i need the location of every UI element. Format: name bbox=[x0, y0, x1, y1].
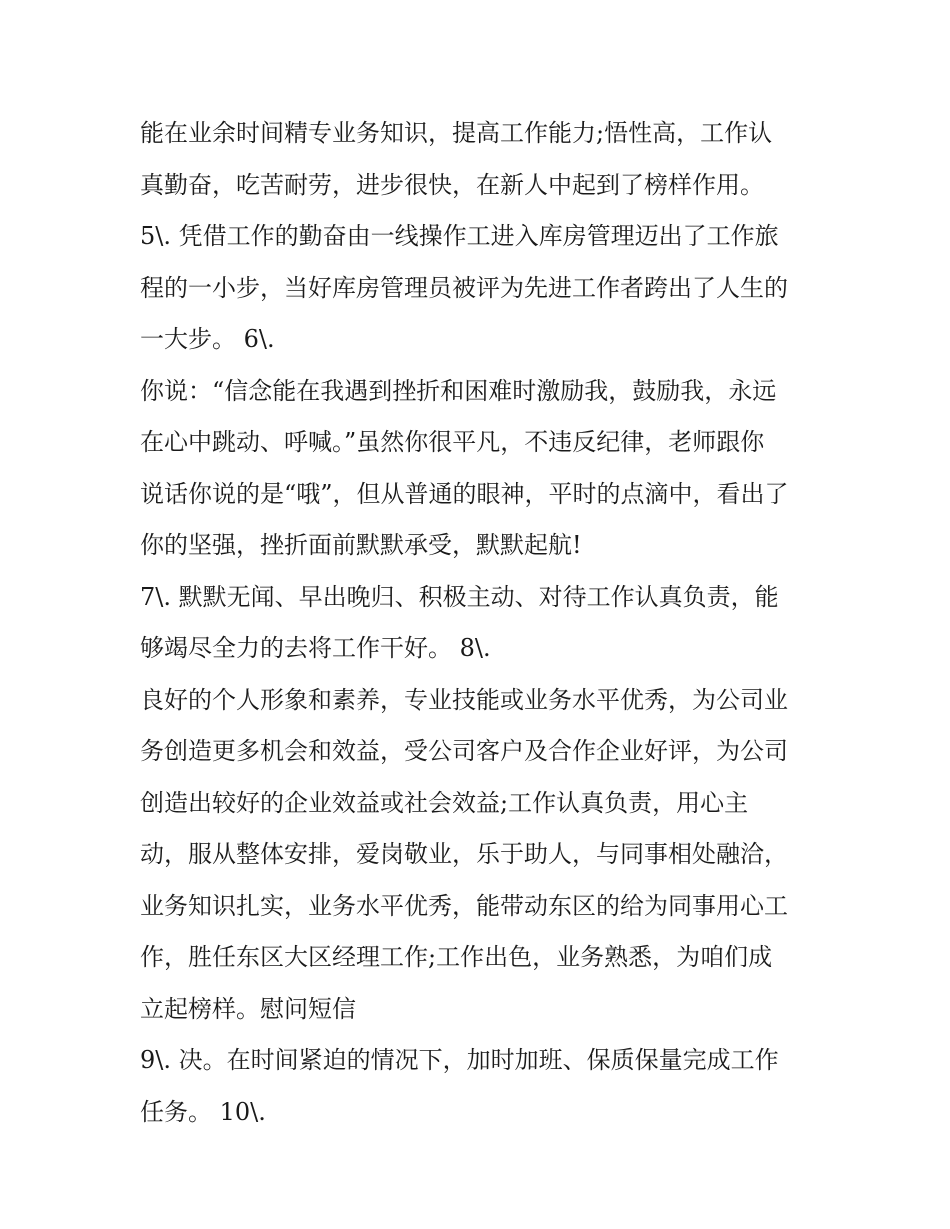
text-line: 务创造更多机会和效益，受公司客户及合作企业好评，为公司 bbox=[140, 737, 788, 765]
text-line: 程的一小步，当好库房管理员被评为先进工作者跨出了人生的 bbox=[140, 273, 788, 302]
text-line: 业务知识扎实，业务水平优秀，能带动东区的给为同事用心工 bbox=[140, 891, 788, 920]
text-line: 你的坚强，挫折面前默默承受，默默起航! bbox=[140, 531, 582, 559]
text-line: 说话你说的是“哦”，但从普通的眼神，平时的点滴中，看出了 bbox=[140, 479, 789, 508]
text-line: 创造出较好的企业效益或社会效益;工作认真负责，用心主 bbox=[140, 788, 749, 817]
text-line: 动，服从整体安排，爱岗敬业，乐于助人，与同事相处融洽， bbox=[140, 840, 788, 868]
text-line: 作，胜任东区大区经理工作;工作出色，业务熟悉，为咱们成 bbox=[140, 943, 773, 971]
text-line: 任务。 10\. bbox=[140, 1097, 266, 1126]
text-line: 立起榜样。慰问短信 bbox=[140, 994, 356, 1023]
text-line: 良好的个人形象和素养，专业技能或业务水平优秀，为公司业 bbox=[140, 685, 788, 714]
text-line: 9\. 决。在时间紧迫的情况下，加时加班、保质保量完成工作 bbox=[140, 1046, 779, 1074]
text-line: 7\. 默默无闻、早出晚归、积极主动、对待工作认真负责，能 bbox=[140, 582, 779, 611]
text-line: 5\. 凭借工作的勤奋由一线操作工进入库房管理迈出了工作旅 bbox=[140, 222, 779, 250]
text-line: 能在业余时间精专业务知识，提高工作能力;悟性高，工作认 bbox=[140, 119, 773, 147]
text-line: 在心中跳动、呼喊。”虽然你很平凡，不违反纪律，老师跟你 bbox=[140, 428, 765, 456]
text-line: 一大步。 6\. bbox=[140, 325, 275, 353]
text-line: 够竭尽全力的去将工作干好。 8\. bbox=[140, 634, 491, 662]
text-line: 你说：“信念能在我遇到挫折和困难时激励我，鼓励我，永远 bbox=[140, 376, 777, 405]
text-line: 真勤奋，吃苦耐劳，进步很快，在新人中起到了榜样作用。 bbox=[140, 170, 764, 199]
body-text bbox=[140, 108, 820, 1138]
